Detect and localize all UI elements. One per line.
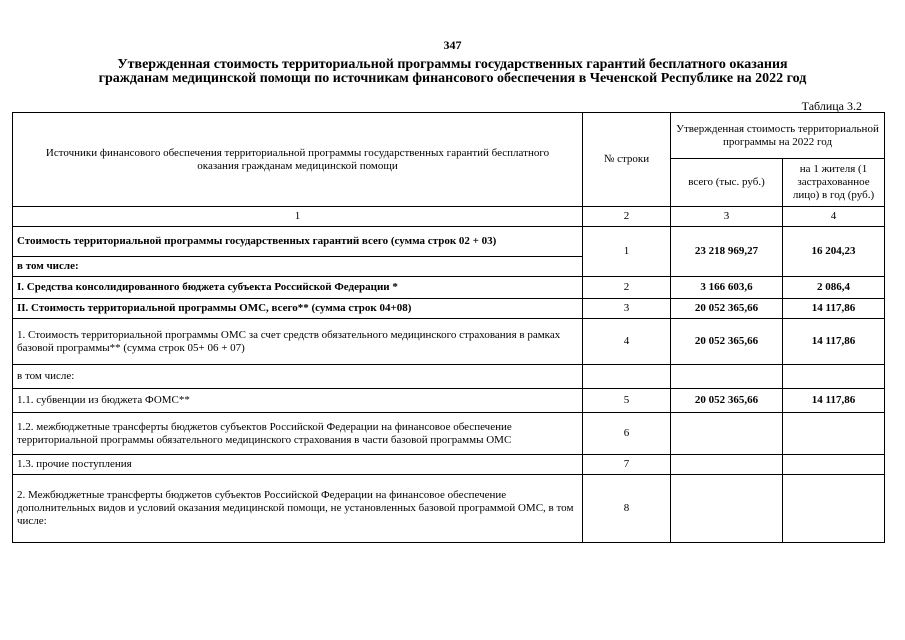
row-per-resident: 14 117,86 (783, 319, 885, 365)
row-label: в том числе: (13, 365, 583, 389)
row-number: 2 (583, 277, 671, 299)
row-per-resident (783, 475, 885, 543)
row-label: I. Средства консолидированного бюджета субъекта Российской Федерации * (13, 277, 583, 299)
table-row (13, 299, 885, 319)
row-per-resident (783, 365, 885, 389)
row-number: 4 (583, 319, 671, 365)
row-per-resident: 2 086,4 (783, 277, 885, 299)
title-line-2: гражданам медицинской помощи по источникам финансового обеспечения в Чеченской Республике на 2022 год (98, 71, 807, 86)
row-total (671, 365, 783, 389)
financing-table (12, 112, 885, 543)
column-number-4: 4 (783, 207, 885, 227)
row-label: II. Стоимость территориальной программы ОМС, всего** (сумма строк 04+08) (13, 299, 583, 319)
row-label: 1.3. прочие поступления (13, 455, 583, 475)
table-caption: Таблица 3.2 (801, 99, 862, 113)
row-total (671, 413, 783, 455)
header-row (13, 113, 885, 159)
row-number: 3 (583, 299, 671, 319)
row-total: 23 218 969,27 (671, 227, 783, 277)
row-total: 20 052 365,66 (671, 319, 783, 365)
table-row (13, 365, 885, 389)
row-sublabel: в том числе: (13, 257, 583, 277)
table-row (13, 227, 885, 257)
row-number: 5 (583, 389, 671, 413)
row-per-resident (783, 455, 885, 475)
table-row (13, 475, 885, 543)
row-total: 20 052 365,66 (671, 299, 783, 319)
row-per-resident: 16 204,23 (783, 227, 885, 277)
table-row (13, 455, 885, 475)
column-number-2: 2 (583, 207, 671, 227)
column-numbers-row (13, 207, 885, 227)
row-number: 7 (583, 455, 671, 475)
row-per-resident: 14 117,86 (783, 299, 885, 319)
row-total (671, 455, 783, 475)
column-number-3: 3 (671, 207, 783, 227)
row-total: 3 166 603,6 (671, 277, 783, 299)
row-label: 1. Стоимость территориальной программы ОМС за счет средств обязательного медицинского страхования в рамках базовой программы** (сумма строк 05+ 06 + 07) (13, 319, 583, 365)
row-total (671, 475, 783, 543)
column-number-1: 1 (13, 207, 583, 227)
row-number: 6 (583, 413, 671, 455)
title-line-1: Утвержденная стоимость территориальной программы государственных гарантий бесплатного оказания (117, 57, 788, 72)
row-label: 2. Межбюджетные трансферты бюджетов субъектов Российской Федерации на финансовое обеспечение дополнительных видов и условий оказания медицинской помощи, не установленных базовой программой ОМС, в том числе: (13, 475, 583, 543)
table-row (13, 277, 885, 299)
header-row-number: № строки (583, 113, 671, 207)
row-per-resident (783, 413, 885, 455)
page-number: 347 (443, 38, 462, 52)
header-total: всего (тыс. руб.) (671, 159, 783, 207)
table-row (13, 389, 885, 413)
row-total: 20 052 365,66 (671, 389, 783, 413)
row-number: 8 (583, 475, 671, 543)
row-label: Стоимость территориальной программы государственных гарантий всего (сумма строк 02 + 03) (13, 227, 583, 257)
row-number (583, 365, 671, 389)
row-label: 1.1. субвенции из бюджета ФОМС** (13, 389, 583, 413)
row-label: 1.2. межбюджетные трансферты бюджетов субъектов Российской Федерации на финансовое обеспечение территориальной программы обязательного медицинского страхования в части базовой программы ОМС (13, 413, 583, 455)
table-row (13, 319, 885, 365)
header-per-resident: на 1 жителя (1 застрахованное лицо) в год (руб.) (783, 159, 885, 207)
header-approved-cost: Утвержденная стоимость территориальной программы на 2022 год (671, 113, 885, 159)
row-per-resident: 14 117,86 (783, 389, 885, 413)
table-row (13, 413, 885, 455)
header-source: Источники финансового обеспечения территориальной программы государственных гарантий бесплатного оказания гражданам медицинской помощи (13, 113, 583, 207)
row-number: 1 (583, 227, 671, 277)
document-title (40, 58, 865, 86)
